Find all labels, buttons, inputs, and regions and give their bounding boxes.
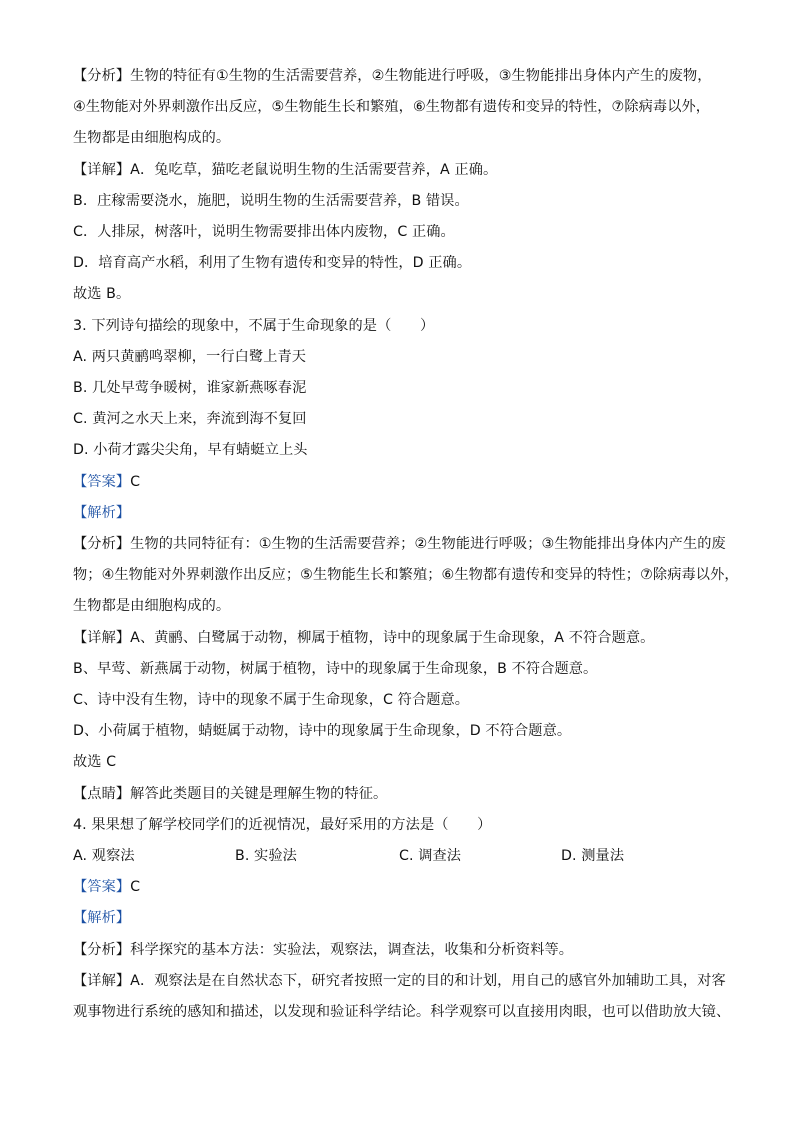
q3-detail-line-4: D、小荷属于植物，蜻蜓属于动物，诗中的现象属于生命现象，D 不符合题意。 — [73, 723, 572, 740]
q2-conclusion: 故选 B。 — [73, 286, 131, 303]
q3-explain-tag: 【解析】 — [73, 504, 131, 521]
q3-option-c: C. 黄河之水天上来，奔流到海不复回 — [73, 411, 307, 428]
q3-comment-tag: 【点睛】 — [73, 785, 131, 802]
q3-conclusion: 故选 C — [73, 754, 117, 771]
q4-answer — [73, 872, 735, 903]
q3-answer — [73, 467, 735, 498]
q4-option-c: C. 调查法 — [399, 848, 462, 865]
answer-tag: 【答案】 — [73, 473, 131, 490]
q3-analysis-line-3: 生物都是由细胞构成的。 — [73, 598, 231, 615]
q4-explain-tag: 【解析】 — [73, 910, 131, 927]
q3-analysis-line-2: 物；④生物能对外界刺激作出反应；⑤生物能生长和繁殖；⑥生物都有遗传和变异的特性；⑦除病毒以外， — [73, 567, 739, 584]
q3-option-b: B. 几处早莺争暖树，谁家新燕啄春泥 — [73, 380, 307, 397]
q2-detail-tag: 【详解】 — [73, 161, 131, 178]
q3-detail-line-2: B、早莺、新燕属于动物，树属于植物，诗中的现象属于生命现象，B 不符合题意。 — [73, 660, 598, 677]
q4-detail-tag: 【详解】 — [73, 972, 131, 989]
q4-detail-line-2: 观事物进行系统的感知和描述，以发现和验证科学结论。科学观察可以直接用肉眼，也可以借助放大镜、 — [73, 1004, 731, 1021]
document-page — [73, 61, 739, 1028]
q3-stem: 3. 下列诗句描绘的现象中，不属于生命现象的是（ ） — [73, 317, 435, 334]
q4-analysis: 【分析】科学探究的基本方法：实验法，观察法，调查法，收集和分析资料等。 — [73, 941, 574, 958]
q3-comment: 【点睛】解答此类题目的关键是理解生物的特征。 — [73, 785, 388, 802]
q3-detail-line-3: C、诗中没有生物，诗中的现象不属于生命现象，C 符合题意。 — [73, 692, 470, 709]
answer-value: C — [130, 879, 141, 896]
q2-analysis-line-1: 【分析】生物的特征有①生物的生活需要营养，②生物能进行呼吸，③生物能排出身体内产生的废物， — [73, 68, 712, 84]
q2-analysis-line-2: ④生物能对外界刺激作出反应，⑤生物能生长和繁殖，⑥生物都有遗传和变异的特性，⑦除病毒以外， — [73, 99, 711, 116]
q4-option-d: D. 测量法 — [561, 848, 625, 865]
q4-analysis-tag: 【分析】 — [73, 941, 131, 958]
q3-analysis-tag: 【分析】 — [73, 536, 131, 553]
q3-option-a: A. 两只黄鹂鸣翠柳，一行白鹭上青天 — [73, 348, 307, 365]
q4-option-a: A. 观察法 — [73, 848, 135, 865]
q4-options — [73, 841, 735, 872]
q2-detail-line-1: 【详解】A．兔吃草，猫吃老鼠说明生物的生活需要营养，A 正确。 — [73, 161, 498, 178]
answer-value: C — [130, 473, 141, 490]
q3-option-d: D. 小荷才露尖尖角，早有蜻蜓立上头 — [73, 442, 308, 459]
q3-analysis-line-1: 【分析】生物的共同特征有：①生物的生活需要营养；②生物能进行呼吸；③生物能排出身体内产生的废 — [73, 536, 726, 553]
q2-detail-line-3: C．人排尿，树落叶，说明生物需要排出体内废物，C 正确。 — [73, 224, 455, 241]
q4-stem: 4. 果果想了解学校同学们的近视情况，最好采用的方法是（ ） — [73, 816, 492, 833]
q2-detail-line-2: B．庄稼需要浇水，施肥，说明生物的生活需要营养，B 错误。 — [73, 192, 469, 209]
q4-detail-line-1: 【详解】A．观察法是在自然状态下，研究者按照一定的目的和计划，用自己的感官外加辅助工具，对客 — [73, 972, 726, 989]
q3-detail-tag: 【详解】 — [73, 629, 131, 646]
q4-option-b: B. 实验法 — [235, 848, 297, 865]
q3-detail-line-1: 【详解】A、黄鹂、白鹭属于动物，柳属于植物，诗中的现象属于生命现象，A 不符合题意。 — [73, 629, 655, 646]
answer-tag: 【答案】 — [73, 879, 131, 896]
q2-analysis-line-3: 生物都是由细胞构成的。 — [73, 130, 231, 147]
q2-detail-line-4: D．培育高产水稻，利用了生物有遗传和变异的特性，D 正确。 — [73, 255, 472, 272]
q2-analysis-tag: 【分析】 — [73, 68, 131, 84]
